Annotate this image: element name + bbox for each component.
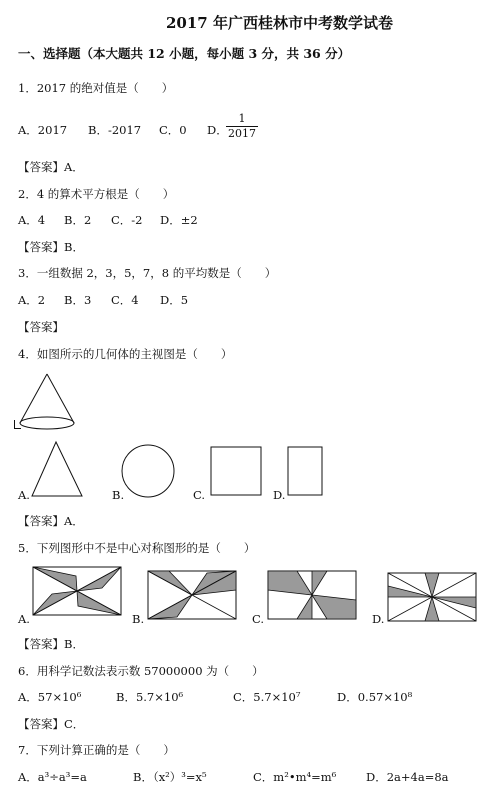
q5-option-b-label: B. — [132, 612, 145, 626]
question-6: 6．用科学记数法表示数 57000000 为（ ） — [18, 664, 264, 678]
cone-figure — [18, 372, 76, 434]
q1-option-d: D． — [207, 123, 228, 137]
q1-answer: 【答案】A． — [18, 160, 84, 174]
q7-option-c: C．m²•m⁴=m⁶ — [253, 770, 337, 784]
q5-option-d-label: D. — [372, 612, 385, 626]
q3-option-b: B．3 — [64, 293, 92, 307]
option-d-rectangle — [287, 446, 325, 498]
question-4: 4．如图所示的几何体的主视图是（ ） — [18, 347, 233, 361]
question-7: 7．下列计算正确的是（ ） — [18, 743, 175, 757]
corner-mark — [14, 420, 21, 429]
question-2: 2．4 的算术平方根是（ ） — [18, 187, 175, 201]
q4-option-d-label: D. — [273, 488, 286, 502]
q3-answer: 【答案】 — [18, 320, 64, 334]
q4-option-b-label: B. — [112, 488, 125, 502]
section-heading: 一、选择题（本大题共 12 小题，每小题 3 分，共 36 分） — [18, 46, 351, 61]
option-c-pattern — [267, 570, 359, 622]
q4-answer: 【答案】A． — [18, 514, 84, 528]
q2-option-b: B．2 — [64, 213, 92, 227]
q2-answer: 【答案】B． — [18, 240, 84, 254]
q2-option-d: D．±2 — [160, 213, 198, 227]
q1-option-b: B．-2017 — [88, 123, 142, 137]
q7-option-b: B．（x²）³=x⁵ — [133, 770, 207, 784]
question-1: 1．2017 的绝对值是（ ） — [18, 81, 174, 95]
q3-option-d: D．5 — [160, 293, 189, 307]
q6-option-d: D．0.57×10⁸ — [337, 690, 413, 704]
q4-option-c-label: C. — [193, 488, 206, 502]
q6-option-b: B．5.7×10⁶ — [116, 690, 184, 704]
q5-option-c-label: C. — [252, 612, 265, 626]
q3-option-a: A．2 — [18, 293, 46, 307]
option-b-circle — [120, 444, 178, 502]
q5-answer: 【答案】B． — [18, 637, 84, 651]
q1-option-c: C．0 — [159, 123, 187, 137]
fraction-numerator: 1 — [226, 112, 258, 127]
q3-option-c: C．4 — [111, 293, 139, 307]
q7-option-d: D．2a+4a=8a — [366, 770, 449, 784]
q6-option-c: C．5.7×10⁷ — [233, 690, 301, 704]
question-3: 3．一组数据 2，3，5，7，8 的平均数是（ ） — [18, 266, 277, 280]
option-a-triangle — [30, 440, 86, 498]
q5-option-a-label: A. — [18, 612, 30, 626]
q2-option-c: C．-2 — [111, 213, 143, 227]
q2-option-a: A．4 — [18, 213, 46, 227]
fraction-denominator: 2017 — [228, 127, 256, 140]
question-5: 5．下列图形中不是中心对称图形的是（ ） — [18, 541, 256, 555]
option-a-pattern — [32, 566, 124, 618]
option-d-pattern — [387, 572, 479, 624]
q7-option-a: A．a³÷a³=a — [18, 770, 87, 784]
option-c-square — [210, 446, 264, 498]
page-title: 2017 年广西桂林市中考数学试卷 — [166, 14, 393, 32]
q1-option-a: A．2017 — [18, 123, 68, 137]
q6-answer: 【答案】C． — [18, 717, 85, 731]
q6-option-a: A．57×10⁶ — [18, 690, 82, 704]
option-b-pattern — [147, 570, 239, 622]
q1-fraction — [226, 112, 258, 141]
q4-option-a-label: A. — [18, 488, 30, 502]
